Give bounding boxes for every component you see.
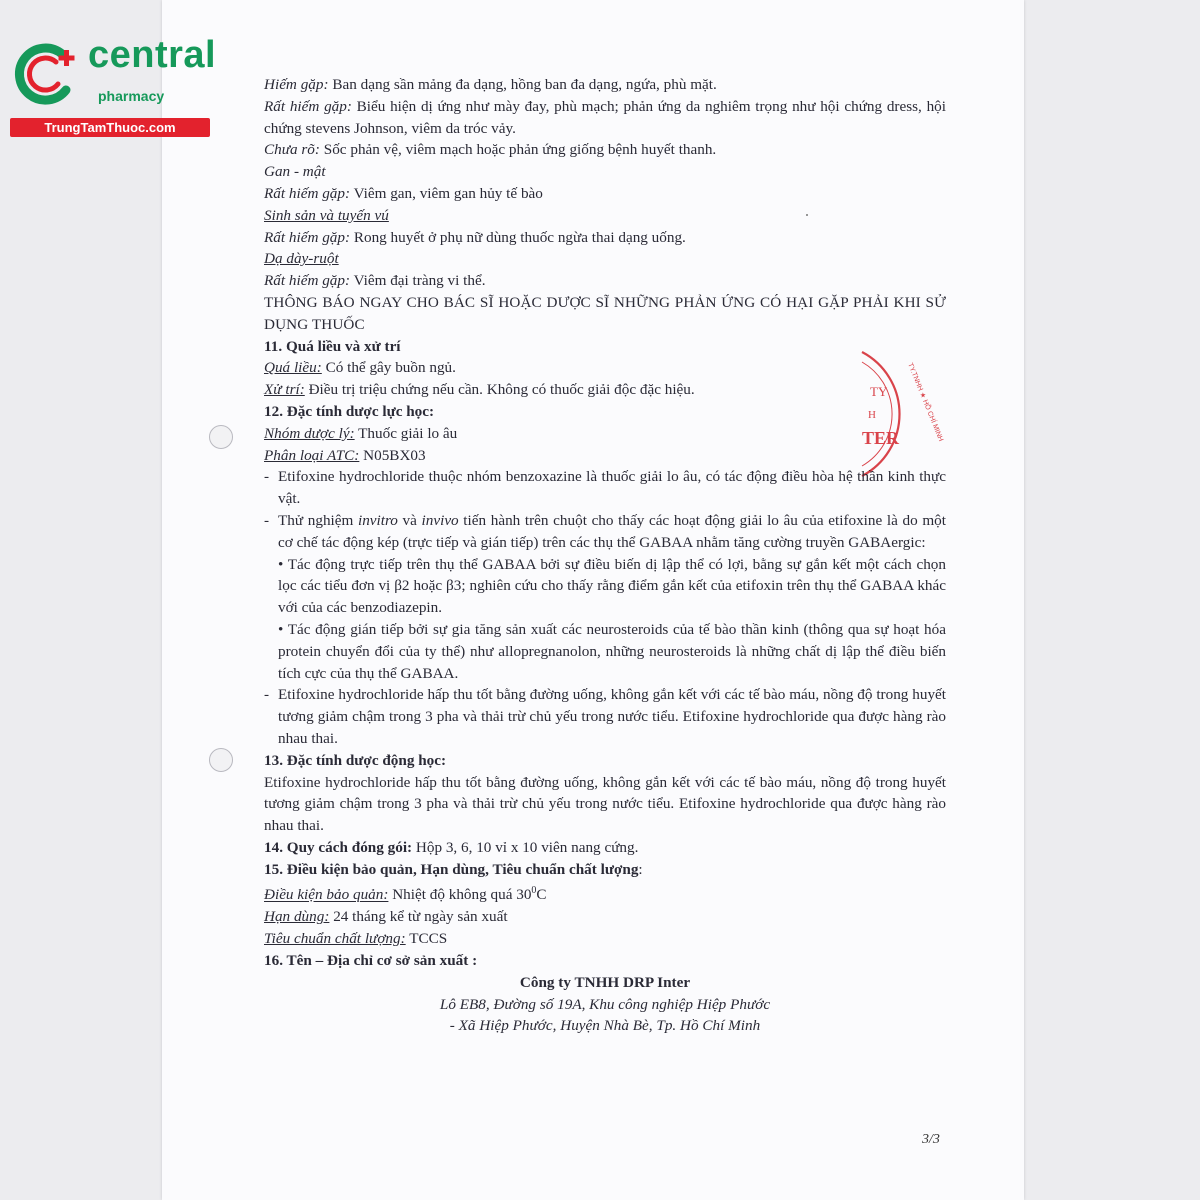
line-unknown xyxy=(264,139,946,161)
subheading-liver: Gan - mật xyxy=(264,163,326,181)
manufacturer-address-2: - Xã Hiệp Phước, Huyện Nhà Bè, Tp. Hồ Chí Minh xyxy=(449,1017,761,1035)
list-item xyxy=(264,466,946,510)
logo-site-banner: TrungTamThuoc.com xyxy=(10,118,210,137)
central-pharmacy-logo[interactable] xyxy=(10,36,215,140)
bullet-indirect-effect: • Tác động gián tiếp bởi sự gia tăng sản xuất các neurosteroids của tế bào thần kinh (thông qua sự hoạt hóa protein chuyển đổi của ty thể) như allopregnanolon, những neurosteroids là những chất dị lập thể điều biến tích cực của thụ thể GABAA. xyxy=(278,620,946,682)
stamp-ring-text: TY.TNHH ★ HỒ CHÍ MINH xyxy=(906,362,945,443)
stamp-text-2: H xyxy=(868,409,876,421)
line-very-rare-skin xyxy=(264,96,946,140)
text-fragment: và xyxy=(397,511,422,529)
subheading-reproductive: Sinh sản và tuyến vú xyxy=(264,206,389,224)
central-logo-icon xyxy=(10,38,86,110)
line-standard xyxy=(264,928,946,950)
logo-brand: central xyxy=(88,34,217,76)
dash-marker: - xyxy=(264,468,270,486)
heading-section-11: 11. Quá liều và xử trí xyxy=(264,337,401,355)
label-storage: Điều kiện bảo quản: xyxy=(264,886,389,904)
label-expiry: Hạn dùng: xyxy=(264,908,330,926)
label-atc: Phân loại ATC: xyxy=(264,446,360,464)
label-overdose: Quá liều: xyxy=(264,359,322,377)
text-pharmacodynamics-2 xyxy=(278,510,946,554)
text-pharmacokinetics: Etifoxine hydrochloride hấp thu tốt bằng đường uống, không gắn kết với các tế bào máu, nồng độ trong huyết tương giảm chậm trong 3 pha và thải trừ chủ yếu trong nước tiểu. Etifoxine hydrochloride qua được hàng rào nhau thai. xyxy=(264,773,946,835)
heading-section-16: 16. Tên – Địa chỉ cơ sở sản xuất : xyxy=(264,951,478,969)
text-packaging: Hộp 3, 6, 10 vỉ x 10 viên nang cứng. xyxy=(412,838,639,856)
text-expiry: 24 tháng kể từ ngày sản xuất xyxy=(329,908,508,926)
text-overdose: Có thể gây buồn ngủ. xyxy=(321,359,456,377)
line-gastro xyxy=(264,270,946,292)
page-number: 3/3 xyxy=(922,1132,940,1147)
label-very-rare: Rất hiếm gặp: xyxy=(264,97,352,115)
text-pharmacodynamics-1: Etifoxine hydrochloride thuộc nhóm benzoxazine là thuốc giải lo âu, có tác động điều hòa hệ thần kinh thực vật. xyxy=(278,468,946,508)
document-content xyxy=(264,74,946,1037)
text-invivo: invivo xyxy=(421,511,459,529)
label-treatment: Xử trí: xyxy=(264,381,305,399)
manufacturer-name: Công ty TNHH DRP Inter xyxy=(519,973,691,991)
text-treatment: Điều trị triệu chứng nếu cần. Không có thuốc giải độc đặc hiệu. xyxy=(304,381,695,399)
heading-section-15: 15. Điều kiện bảo quản, Hạn dùng, Tiêu chuẩn chất lượng xyxy=(264,860,639,878)
text-reproductive: Rong huyết ở phụ nữ dùng thuốc ngừa thai dạng uống. xyxy=(350,228,686,246)
line-treatment xyxy=(264,379,946,401)
line-overdose xyxy=(264,357,946,379)
line-rare-skin xyxy=(264,74,946,96)
line-expiry xyxy=(264,906,946,928)
heading-section-12: 12. Đặc tính dược lực học: xyxy=(264,402,435,420)
list-item xyxy=(264,510,946,554)
label-pharm-group: Nhóm dược lý: xyxy=(264,424,355,442)
stamp-text-1: TY xyxy=(870,384,888,399)
punch-hole-bottom xyxy=(209,748,233,772)
heading-colon: : xyxy=(638,860,643,878)
text-invitro: invitro xyxy=(357,511,398,529)
text-gastro: Viêm đại tràng vi thể. xyxy=(350,272,486,290)
manufacturer-address-1: Lô EB8, Đường số 19A, Khu công nghiệp Hiệp Phước xyxy=(439,995,771,1013)
label-standard: Tiêu chuẩn chất lượng: xyxy=(264,930,406,948)
line-reproductive xyxy=(264,227,946,249)
text-unknown: Sốc phản vệ, viêm mạch hoặc phản ứng giống bệnh huyết thanh. xyxy=(319,141,717,159)
list-item xyxy=(264,684,946,749)
notice-report: THÔNG BÁO NGAY CHO BÁC SĨ HOẶC DƯỢC SĨ NHỮNG PHẢN ỨNG CÓ HẠI GẶP PHẢI KHI SỬ DỤNG THUỐC xyxy=(264,293,946,333)
label-unknown: Chưa rõ: xyxy=(264,141,320,159)
text-atc: N05BX03 xyxy=(359,446,426,464)
text-pharm-group: Thuốc giải lo âu xyxy=(354,424,458,442)
label-gastro-rare: Rất hiếm gặp: xyxy=(264,272,351,290)
line-storage xyxy=(264,880,946,906)
line-pharm-group xyxy=(264,423,946,445)
text-pharmacodynamics-3: Etifoxine hydrochloride hấp thu tốt bằng đường uống, không gắn kết với các tế bào máu, nồng độ trong huyết tương giảm chậm trong 3 pha và thải trừ chủ yếu trong nước tiểu. Etifoxine hydrochloride qua được hàng rào nhau thai. xyxy=(278,686,946,747)
punch-hole-top xyxy=(209,425,233,449)
subheading-gastro: Dạ dày-ruột xyxy=(264,250,339,268)
label-liver-rare: Rất hiếm gặp: xyxy=(264,184,351,202)
label-repro-rare: Rất hiếm gặp: xyxy=(264,228,351,246)
text-fragment: tiến hành trên chuột cho thấy các hoạt động giải lo âu của etifoxine là do một cơ chế tác động kép (trực tiếp và gián tiếp) trên các thụ thể GABAA nhằm tăng cường truyền GABAergic: xyxy=(278,511,946,551)
text-rare: Ban dạng sần mảng đa dạng, hồng ban đa dạng, ngứa, phù mặt. xyxy=(328,76,717,93)
degree-sup: 0 xyxy=(531,885,537,897)
unit-celsius: C xyxy=(536,886,547,904)
label-rare: Hiếm gặp: xyxy=(264,76,329,93)
heading-section-13: 13. Đặc tính dược động học: xyxy=(264,751,447,769)
stamp-text-3: TER xyxy=(862,428,900,448)
dash-marker: - xyxy=(264,511,270,529)
text-fragment: Thử nghiệm xyxy=(278,511,358,529)
line-liver xyxy=(264,183,946,205)
heading-section-14: 14. Quy cách đóng gói: xyxy=(264,838,413,856)
text-liver: Viêm gan, viêm gan hủy tế bào xyxy=(350,184,543,202)
line-atc xyxy=(264,445,946,467)
text-storage: Nhiệt độ không quá 30 xyxy=(388,886,532,904)
text-standard: TCCS xyxy=(405,930,448,948)
text-very-rare: Biểu hiện dị ứng như mày đay, phù mạch; phản ứng da nghiêm trọng như hội chứng dress, hội chứng stevens Johnson, viêm da tróc vảy. xyxy=(264,97,946,137)
dash-marker: - xyxy=(264,686,270,704)
line-packaging xyxy=(264,837,946,859)
bullet-direct-effect: • Tác động trực tiếp trên thụ thể GABAA bởi sự điều biến dị lập thể có lợi, bằng sự gắn kết một cách chọn lọc các tiểu đơn vị β2 hoặc β3; nghiên cứu cho thấy rằng điểm gắn kết của etifoxin trên thụ thể GABAA khác với của các benzodiazepin. xyxy=(278,555,946,617)
line-section-15 xyxy=(264,859,946,881)
logo-subtitle: pharmacy xyxy=(98,88,165,104)
